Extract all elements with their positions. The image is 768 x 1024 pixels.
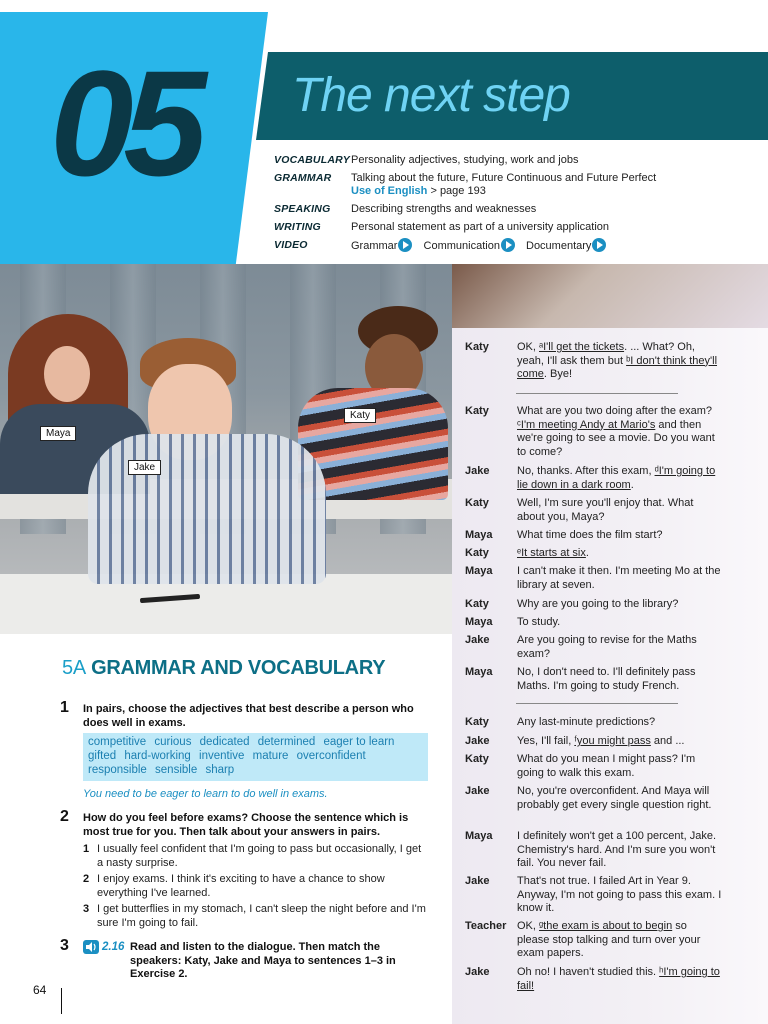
dialogue-text: and ...	[650, 735, 685, 747]
toc-label-grammar: GRAMMAR	[274, 172, 332, 184]
dialogue-text: Are you going to revise for the Maths exam?	[517, 634, 697, 660]
dialogue-speaker: Katy	[465, 716, 489, 728]
page-number: 64	[33, 983, 47, 997]
dialogue-speaker: Maya	[465, 616, 493, 628]
section-title	[62, 657, 385, 680]
use-of-english-link[interactable]: Use of English	[351, 185, 428, 197]
dialogue-line	[517, 666, 722, 693]
adjective-option: hard-working	[124, 750, 191, 762]
dialogue-text: Why are you going to the library?	[517, 598, 679, 610]
dialogue-speaker: Katy	[465, 598, 489, 610]
dialogue-panel-photo	[452, 264, 768, 328]
dialogue-text: I definitely won't get a 100 percent, Jake. Chemistry's hard. And I'm sure you won't fail. You never fail.	[517, 830, 716, 869]
dialogue-line	[517, 716, 722, 730]
dialogue-line	[517, 497, 722, 524]
video-communication-label: Communication	[423, 240, 500, 252]
dialogue-text: What do you mean I might pass? I'm going to walk this exam.	[517, 753, 696, 779]
chapter-title: The next step	[292, 69, 570, 122]
video-communication-play-icon[interactable]	[501, 238, 515, 252]
adjective-option: overconfident	[296, 750, 366, 762]
chapter-number: 05	[50, 39, 197, 207]
dialogue-text: What are you two doing after the exam?	[517, 405, 713, 417]
dialogue-text: To study.	[517, 616, 561, 628]
dialogue-line	[517, 634, 722, 661]
toc-value-vocabulary: Personality adjectives, studying, work and jobs	[351, 154, 579, 166]
exercise-1-instruction: In pairs, choose the adjectives that best describe a person who does well in exams.	[83, 703, 414, 729]
adjective-option: dedicated	[199, 736, 250, 748]
adjective-option: responsible	[88, 764, 147, 776]
dialogue-speaker: Katy	[465, 405, 489, 417]
dialogue-separator	[516, 393, 678, 394]
video-documentary-label: Documentary	[526, 240, 592, 252]
exercise-2-item-text: I get butterflies in my stomach, I can't sleep the night before and I'm sure I'm going to fail.	[97, 903, 426, 929]
dialogue-text: .	[585, 547, 589, 559]
dialogue-text: and then we're going to see a movie. Do you want to come?	[517, 418, 715, 458]
adjective-option: mature	[252, 750, 289, 762]
dialogue-text: so please stop talking and turn over your exam papers.	[517, 920, 701, 959]
dialogue-line	[517, 735, 722, 749]
dialogue-speaker: Katy	[465, 341, 489, 353]
underlined-phrase: ᵇI don't think they'll come	[517, 354, 718, 380]
exercise-2-number: 2	[60, 808, 69, 825]
toc-label-speaking: SPEAKING	[274, 203, 331, 215]
exercise-1-example: You need to be eager to learn to do well in exams.	[83, 788, 328, 800]
exercise-2-item-number: 1	[83, 843, 90, 855]
dialogue-text: . Bye!	[543, 368, 573, 380]
underlined-phrase: ᶜI'm meeting Andy at Mario's	[517, 418, 656, 431]
name-tag-jake: Jake	[128, 460, 161, 475]
dialogue-line	[517, 830, 722, 871]
video-grammar-play-icon[interactable]	[398, 238, 412, 252]
dialogue-line	[517, 785, 722, 812]
dialogue-speaker: Jake	[465, 875, 490, 887]
dialogue-speaker: Jake	[465, 735, 490, 747]
toc-video-links	[351, 238, 608, 252]
dialogue-text: . ... What? Oh, yeah, I'll ask them but	[517, 341, 695, 367]
toc-use-of-english[interactable]	[351, 185, 486, 197]
adjective-option: inventive	[199, 750, 245, 762]
dialogue-speaker: Maya	[465, 830, 493, 842]
speaker-icon[interactable]	[83, 940, 99, 954]
dialogue-line	[517, 920, 722, 961]
dialogue-text: OK,	[517, 920, 540, 932]
dialogue-text: Oh no! I haven't studied this.	[517, 966, 660, 978]
dialogue-line	[517, 465, 722, 492]
exercise-3-instruction: Read and listen to the dialogue. Then match the speakers: Katy, Jake and Maya to sentences 1–3 in Exercise 2.	[130, 941, 396, 980]
underlined-phrase: ᶠyou might pass	[574, 735, 651, 747]
exercise-3-number: 3	[60, 937, 69, 954]
toc-label-writing: WRITING	[274, 221, 321, 233]
dialogue-text: What time does the film start?	[517, 529, 663, 541]
dialogue-text: No, thanks. After this exam,	[517, 465, 655, 477]
dialogue-speaker: Jake	[465, 785, 490, 797]
video-documentary-play-icon[interactable]	[592, 238, 606, 252]
dialogue-line	[517, 875, 722, 916]
adjective-option: curious	[154, 736, 192, 748]
classroom-photo	[0, 264, 452, 634]
dialogue-line	[517, 405, 722, 459]
toc-value-writing: Personal statement as part of a university application	[351, 221, 610, 233]
page-number-rule	[61, 988, 62, 1014]
dialogue-text: OK,	[517, 341, 540, 353]
dialogue-text: .	[630, 478, 634, 491]
name-tag-maya: Maya	[40, 426, 76, 441]
dialogue-speaker: Teacher	[465, 920, 507, 932]
dialogue-speaker: Jake	[465, 966, 490, 978]
section-title-text: GRAMMAR AND VOCABULARY	[91, 657, 386, 679]
dialogue-line	[517, 966, 722, 993]
dialogue-speaker: Jake	[465, 634, 490, 646]
adjective-option: gifted	[88, 750, 117, 762]
toc-value-grammar: Talking about the future, Future Continuous and Future Perfect	[351, 172, 657, 184]
dialogue-text: Yes, I'll fail,	[517, 735, 575, 747]
exercise-2-item-text: I usually feel confident that I'm going to pass but occasionally, I get a nasty surprise.	[97, 843, 422, 869]
adjective-option: sensible	[155, 764, 198, 776]
dialogue-text: No, I don't need to. I'll definitely pass Maths. I'm going to study French.	[517, 666, 696, 692]
underlined-phrase: ᵉIt starts at six	[517, 547, 586, 559]
dialogue-line	[517, 616, 722, 630]
dialogue-text: Any last-minute predictions?	[517, 716, 656, 728]
dialogue-line	[517, 598, 722, 612]
dialogue-text: I can't make it then. I'm meeting Mo at the library at seven.	[517, 565, 721, 591]
dialogue-line	[517, 341, 722, 382]
toc-value-speaking: Describing strengths and weaknesses	[351, 203, 537, 215]
toc-label-vocabulary: VOCABULARY	[274, 154, 350, 166]
adjective-option: sharp	[205, 764, 235, 776]
underlined-phrase: ʰI'm going to fail!	[517, 966, 720, 992]
audio-track-number: 2.16	[102, 941, 125, 953]
adjective-option: determined	[257, 736, 316, 748]
dialogue-speaker: Maya	[465, 565, 493, 577]
dialogue-text: Well, I'm sure you'll enjoy that. What about you, Maya?	[517, 497, 694, 523]
video-grammar-label: Grammar	[351, 240, 398, 252]
dialogue-speaker: Katy	[465, 547, 489, 559]
dialogue-text: No, you're overconfident. And Maya will probably get every single question right.	[517, 785, 712, 811]
use-of-english-page: > page 193	[427, 185, 486, 197]
dialogue-text: That's not true. I failed Art in Year 9. Anyway, I'm not going to pass this exam. I know it.	[517, 875, 722, 914]
dialogue-speaker: Katy	[465, 753, 489, 765]
exercise-2-item-number: 3	[83, 903, 90, 915]
dialogue-speaker: Katy	[465, 497, 489, 509]
dialogue-speaker: Jake	[465, 465, 490, 477]
exercise-2-item-number: 2	[83, 873, 90, 885]
exercise-2-item-text: I enjoy exams. I think it's exciting to have a chance to show everything I've learned.	[97, 873, 385, 899]
section-code: 5A	[62, 657, 86, 679]
underlined-phrase: ᵃI'll get the tickets	[539, 341, 625, 353]
name-tag-katy: Katy	[344, 408, 376, 423]
exercise-1-number: 1	[60, 699, 69, 716]
dialogue-speaker: Maya	[465, 529, 493, 541]
toc-label-video: VIDEO	[274, 239, 308, 251]
underlined-phrase: ᵈI'm going to lie down in a dark room	[517, 465, 716, 491]
adjective-box	[83, 733, 428, 781]
underlined-phrase: ᵍthe exam is about to begin	[539, 920, 673, 932]
dialogue-line	[517, 753, 722, 780]
dialogue-line	[517, 565, 722, 592]
exercise-2-instruction: How do you feel before exams? Choose the sentence which is most true for you. Then talk about your answers in pairs.	[83, 812, 409, 838]
adjective-option: competitive	[88, 736, 147, 748]
dialogue-speaker: Maya	[465, 666, 493, 678]
dialogue-separator	[516, 703, 678, 704]
adjective-option: eager to learn	[323, 736, 395, 748]
dialogue-line	[517, 529, 722, 543]
dialogue-line	[517, 547, 722, 561]
